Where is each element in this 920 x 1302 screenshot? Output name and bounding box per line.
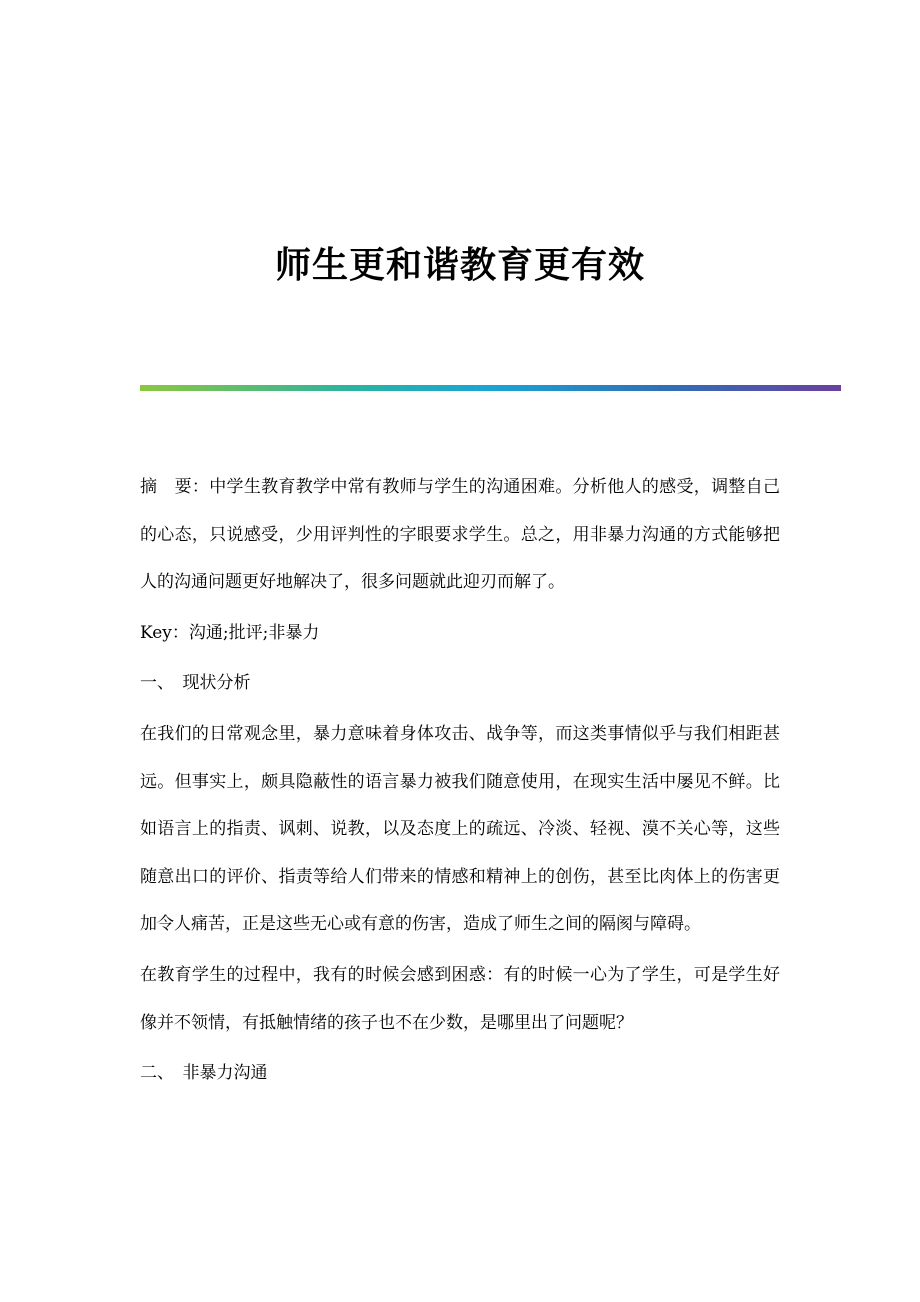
keywords-line: Key：沟通;批评;非暴力 [140, 622, 320, 643]
body-paragraph: 在我们的日常观念里，暴力意味着身体攻击、战争等，而这类事情似乎与我们相距甚远。但事实上，颇具隐蔽性的语言暴力被我们随意使用，在现实生活中屡见不鲜。比如语言上的指责、讽刺、说教，以及态度上的疏远、冷淡、轻视、漠不关心等，这些随意出口的评价、指责等给人们带来的情感和精神上的创伤，甚至比肉体上的伤害更加令人痛苦，正是这些无心或有意的伤害，造成了师生之间的隔阂与障碍。 [140, 723, 780, 935]
body-paragraph: 在教育学生的过程中，我有的时候会感到困惑：有的时候一心为了学生，可是学生好像并不领情，有抵触情绪的孩子也不在少数，是哪里出了问题呢？ [140, 964, 780, 1033]
abstract-paragraph: 摘 要：中学生教育教学中常有教师与学生的沟通困难。分析他人的感受，调整自己的心态，只说感受，少用评判性的字眼要求学生。总之，用非暴力沟通的方式能够把人的沟通问题更好地解决了，很多问题就此迎刃而解了。 [140, 477, 780, 593]
document-body [140, 464, 780, 1101]
title-divider [140, 385, 841, 391]
section-heading: 一、 现状分析 [140, 673, 251, 694]
document-title: 师生更和谐教育更有效 [274, 244, 645, 287]
section-heading: 二、 非暴力沟通 [140, 1063, 268, 1084]
